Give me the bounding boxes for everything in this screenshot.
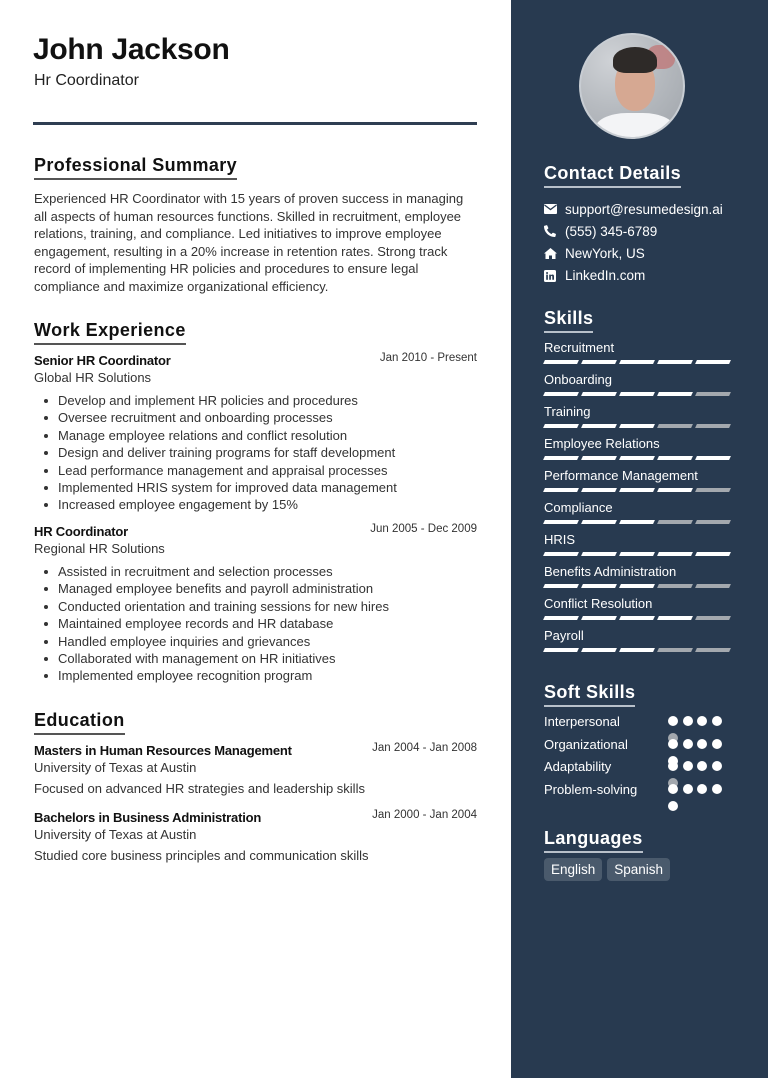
rating-segment [657, 584, 693, 588]
rating-segment [695, 648, 731, 652]
rating-dot [683, 784, 693, 794]
education-date: Jan 2004 - Jan 2008 [372, 742, 477, 754]
experience-heading: Work Experience [34, 319, 186, 345]
skill-label: Performance Management [544, 468, 698, 483]
soft-skill-label: Problem-solving [544, 781, 638, 797]
rating-segment [581, 520, 617, 524]
skill-label: Employee Relations [544, 436, 660, 451]
rating-dot [697, 784, 707, 794]
rating-segment [581, 360, 617, 364]
bullet: Design and deliver training programs for staff development [34, 444, 477, 461]
rating-dot [712, 716, 722, 726]
degree: Bachelors in Business Administration [34, 810, 262, 825]
envelope-icon [544, 204, 565, 214]
skill-rating-bar [544, 552, 734, 556]
rating-segment [657, 392, 693, 396]
soft-skill-label: Organizational [544, 736, 628, 752]
skill-label: Training [544, 404, 591, 419]
rating-dot [683, 739, 693, 749]
skill-rating-bar [544, 648, 734, 652]
bullet: Implemented HRIS system for improved data management [34, 479, 477, 496]
rating-segment [543, 616, 579, 620]
rating-segment [543, 488, 579, 492]
skill-item [544, 339, 734, 371]
rating-segment [543, 360, 579, 364]
rating-segment [543, 424, 579, 428]
rating-segment [619, 584, 655, 588]
rating-segment [657, 552, 693, 556]
bullet: Managed employee benefits and payroll administration [34, 580, 477, 597]
skill-item [544, 403, 734, 435]
soft-skill-label: Adaptability [544, 759, 612, 774]
header-divider [33, 122, 477, 125]
rating-dot [697, 761, 707, 771]
soft-skill-item [544, 736, 744, 759]
summary-heading: Professional Summary [34, 154, 237, 180]
home-icon [544, 248, 565, 259]
rating-dot [712, 761, 722, 771]
contact-linkedin[interactable]: LinkedIn.com [544, 265, 723, 287]
rating-segment [581, 392, 617, 396]
school: University of Texas at Austin [34, 760, 197, 775]
job-entry [34, 352, 477, 514]
skill-item [544, 531, 734, 563]
bullet: Implemented employee recognition program [34, 667, 477, 684]
skill-item [544, 371, 734, 403]
rating-segment [657, 456, 693, 460]
rating-segment [695, 520, 731, 524]
bullet: Collaborated with management on HR initiatives [34, 650, 477, 667]
bullet: Lead performance management and appraisal processes [34, 462, 477, 479]
rating-segment [619, 424, 655, 428]
rating-dot [668, 761, 678, 771]
rating-segment [543, 648, 579, 652]
rating-segment [657, 424, 693, 428]
skills-heading: Skills [544, 307, 593, 333]
rating-segment [657, 488, 693, 492]
rating-segment [619, 360, 655, 364]
rating-segment [695, 552, 731, 556]
job-company: Global HR Solutions [34, 370, 152, 385]
bullet: Oversee recruitment and onboarding processes [34, 409, 477, 426]
rating-dot [697, 739, 707, 749]
bullet: Increased employee engagement by 15% [34, 496, 477, 513]
linkedin-icon [544, 270, 565, 282]
skill-item [544, 467, 734, 499]
skill-rating-bar [544, 488, 734, 492]
rating-dot [697, 716, 707, 726]
rating-segment [581, 488, 617, 492]
contact-list [544, 198, 723, 287]
skill-rating-bar [544, 360, 734, 364]
bullet: Handled employee inquiries and grievances [34, 633, 477, 650]
candidate-name: John Jackson [33, 33, 230, 66]
bullet: Manage employee relations and conflict resolution [34, 427, 477, 444]
profile-photo [579, 33, 685, 139]
rating-segment [619, 552, 655, 556]
job-date: Jan 2010 - Present [379, 352, 477, 364]
skill-item [544, 563, 734, 595]
rating-segment [695, 456, 731, 460]
rating-dot [683, 716, 693, 726]
rating-segment [543, 552, 579, 556]
job-date: Jun 2005 - Dec 2009 [370, 523, 477, 535]
rating-dot [668, 716, 678, 726]
contact-phone[interactable]: (555) 345-6789 [544, 220, 723, 242]
soft-skill-item [544, 758, 744, 781]
rating-segment [619, 456, 655, 460]
rating-segment [581, 616, 617, 620]
skill-label: Benefits Administration [544, 564, 677, 579]
education-heading: Education [34, 709, 125, 735]
rating-segment [581, 424, 617, 428]
skill-item [544, 627, 734, 659]
contact-location: NewYork, US [544, 242, 723, 264]
language-chip: Spanish [607, 858, 670, 881]
rating-segment [543, 584, 579, 588]
education-date: Jan 2000 - Jan 2004 [372, 809, 477, 821]
rating-segment [695, 616, 731, 620]
skill-item [544, 499, 734, 531]
job-bullets [34, 392, 477, 514]
rating-segment [619, 616, 655, 620]
rating-segment [657, 616, 693, 620]
contact-heading: Contact Details [544, 162, 681, 188]
soft-skill-item [544, 781, 744, 804]
languages-heading: Languages [544, 827, 643, 853]
phone-icon [544, 225, 565, 237]
skill-item [544, 435, 734, 467]
bullet: Maintained employee records and HR database [34, 615, 477, 632]
rating-segment [619, 520, 655, 524]
bullet: Assisted in recruitment and selection processes [34, 563, 477, 580]
rating-segment [581, 552, 617, 556]
rating-segment [695, 360, 731, 364]
sidebar [511, 0, 768, 1078]
job-entry [34, 523, 477, 685]
job-title: HR Coordinator [34, 524, 128, 539]
education-description: Focused on advanced HR strategies and leadership skills [34, 781, 365, 796]
candidate-title: Hr Coordinator [34, 72, 139, 89]
skill-label: HRIS [544, 532, 576, 547]
soft-skills-heading: Soft Skills [544, 681, 635, 707]
school: University of Texas at Austin [34, 827, 197, 842]
soft-skill-item [544, 713, 744, 736]
skill-rating-bar [544, 584, 734, 588]
rating-dot [668, 739, 678, 749]
skill-label: Conflict Resolution [544, 596, 653, 611]
rating-segment [619, 392, 655, 396]
rating-dot [668, 801, 678, 811]
degree: Masters in Human Resources Management [34, 743, 292, 758]
rating-segment [695, 392, 731, 396]
skill-rating-bar [544, 424, 734, 428]
education-entry [34, 809, 477, 863]
skill-label: Compliance [544, 500, 613, 515]
rating-dot [668, 784, 678, 794]
rating-segment [581, 456, 617, 460]
rating-segment [543, 456, 579, 460]
soft-skill-label: Interpersonal [544, 714, 620, 729]
skill-label: Recruitment [544, 340, 615, 355]
rating-segment [657, 648, 693, 652]
skills-list [544, 339, 734, 659]
rating-segment [543, 520, 579, 524]
skill-rating-bar [544, 392, 734, 396]
education-description: Studied core business principles and communication skills [34, 848, 369, 863]
rating-segment [619, 488, 655, 492]
summary-text: Experienced HR Coordinator with 15 years of proven success in managing all aspects of human resources functions. Skilled in recruitment, employee relations, training, and compliance. Led initiatives to improve employee engagement, resulting in a 20% increase in retention rates. Strong track record of implementing HR policies and procedures to ensure legal compliance and maximize organizational efficiency. [34, 191, 464, 294]
job-title: Senior HR Coordinator [34, 353, 171, 368]
rating-segment [695, 424, 731, 428]
rating-segment [619, 648, 655, 652]
skill-rating-bar [544, 456, 734, 460]
bullet: Develop and implement HR policies and procedures [34, 392, 477, 409]
rating-segment [543, 392, 579, 396]
skill-rating-bar [544, 616, 734, 620]
rating-dot [712, 739, 722, 749]
rating-segment [695, 488, 731, 492]
languages-list [544, 858, 670, 881]
skill-label: Payroll [544, 628, 584, 643]
language-chip: English [544, 858, 602, 881]
bullet: Conducted orientation and training sessions for new hires [34, 598, 477, 615]
soft-skills-list [544, 713, 744, 803]
skill-label: Onboarding [544, 372, 612, 387]
rating-dot [712, 784, 722, 794]
skill-item [544, 595, 734, 627]
job-company: Regional HR Solutions [34, 541, 165, 556]
education-entry [34, 742, 477, 796]
rating-dot [683, 761, 693, 771]
rating-segment [657, 360, 693, 364]
skill-rating-bar [544, 520, 734, 524]
contact-email[interactable]: support@resumedesign.ai [544, 198, 723, 220]
job-bullets [34, 563, 477, 685]
rating-segment [695, 584, 731, 588]
rating-segment [657, 520, 693, 524]
rating-segment [581, 648, 617, 652]
rating-segment [581, 584, 617, 588]
